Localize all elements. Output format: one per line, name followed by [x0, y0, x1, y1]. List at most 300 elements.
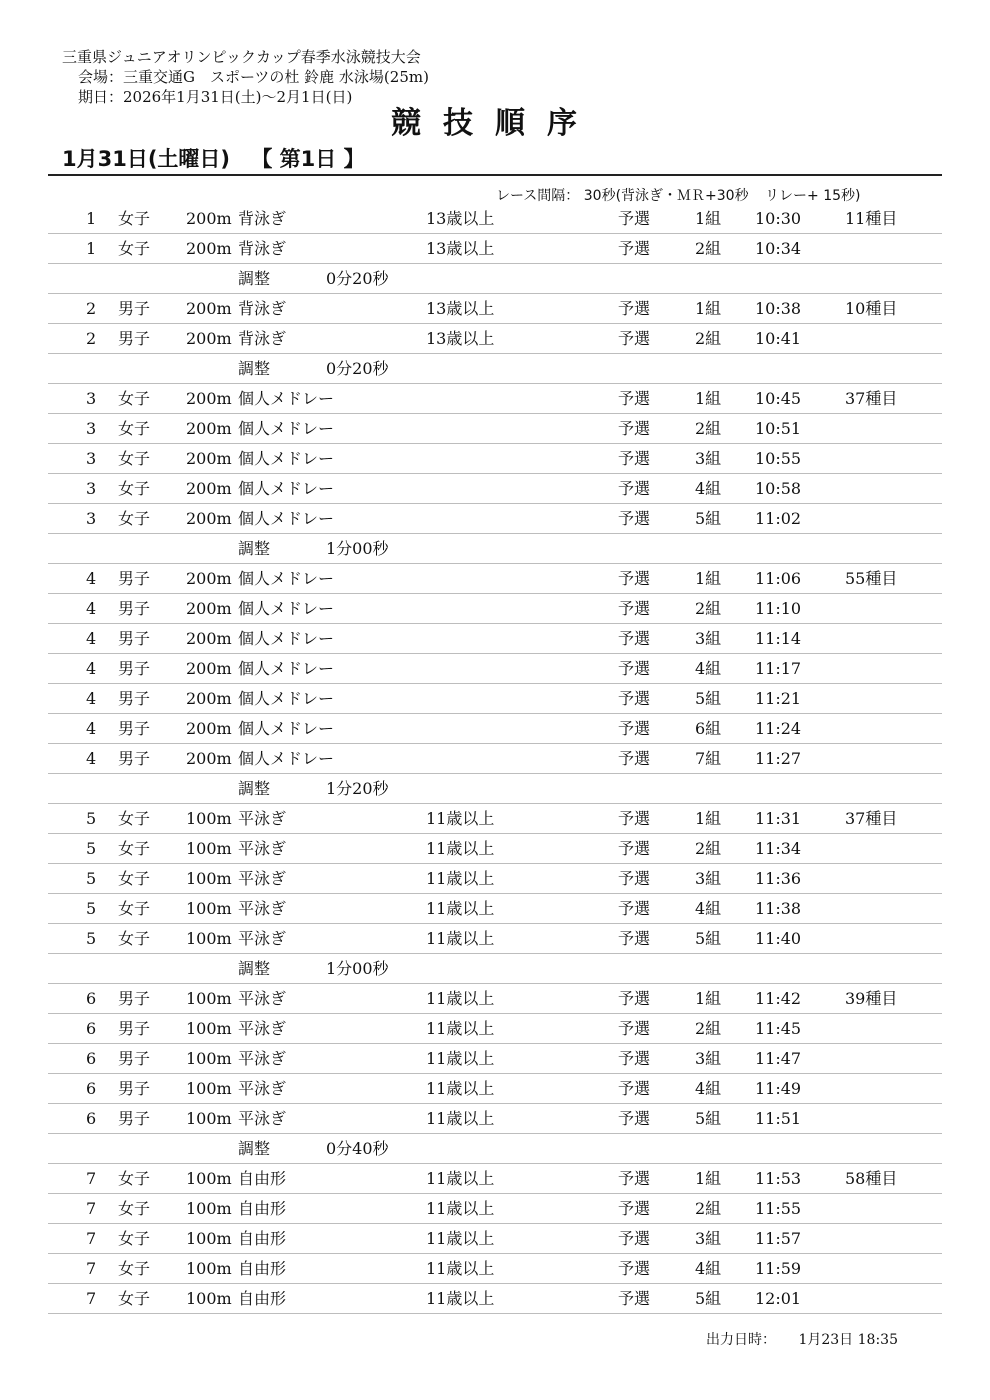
stroke: 背泳ぎ	[238, 209, 287, 228]
age-group: 11歳以上	[426, 1049, 495, 1068]
table-row	[48, 294, 942, 324]
table-row	[48, 1224, 942, 1254]
start-time: 11:36	[755, 869, 802, 888]
gender: 男子	[118, 299, 151, 318]
round: 予選	[618, 479, 651, 498]
heat: 5組	[695, 929, 722, 948]
round: 予選	[618, 659, 651, 678]
period-line: 期日：2026年1月31日(土)～2月1日(日)	[78, 88, 353, 106]
stroke: 個人メドレー	[238, 449, 335, 468]
round: 予選	[618, 1199, 651, 1218]
age-group: 11歳以上	[426, 989, 495, 1008]
heat: 3組	[695, 629, 722, 648]
event-number: 1	[86, 209, 97, 228]
gender: 男子	[118, 1109, 151, 1128]
adjustment-row	[48, 774, 942, 804]
round: 予選	[618, 599, 651, 618]
table-row	[48, 804, 942, 834]
age-group: 11歳以上	[426, 1259, 495, 1278]
gender: 女子	[118, 389, 151, 408]
start-time: 10:41	[755, 329, 802, 348]
gender: 男子	[118, 689, 151, 708]
day-date: 1月31日(土曜日)	[62, 147, 231, 171]
gender: 女子	[118, 1259, 151, 1278]
event-number: 7	[86, 1199, 97, 1218]
stroke: 平泳ぎ	[238, 929, 287, 948]
heat: 5組	[695, 689, 722, 708]
age-group: 11歳以上	[426, 929, 495, 948]
heat: 2組	[695, 239, 722, 258]
heat: 3組	[695, 449, 722, 468]
adjustment-row	[48, 534, 942, 564]
stroke: 個人メドレー	[238, 719, 335, 738]
stroke: 背泳ぎ	[238, 239, 287, 258]
table-row	[48, 834, 942, 864]
table-row	[48, 444, 942, 474]
start-time: 11:57	[755, 1229, 802, 1248]
gender: 女子	[118, 1199, 151, 1218]
start-time: 11:42	[755, 989, 802, 1008]
event-count: 58種目	[845, 1169, 898, 1188]
gender: 男子	[118, 719, 151, 738]
round: 予選	[618, 1019, 651, 1038]
start-time: 10:58	[755, 479, 802, 498]
heat: 1組	[695, 569, 722, 588]
distance: 100m	[186, 1019, 232, 1038]
event-number: 4	[86, 629, 97, 648]
heat: 1組	[695, 209, 722, 228]
output-timestamp-label: 出力日時：	[706, 1332, 776, 1348]
adjustment-label: 調整	[238, 1139, 271, 1158]
gender: 女子	[118, 239, 151, 258]
event-number: 4	[86, 599, 97, 618]
gender: 女子	[118, 809, 151, 828]
distance: 100m	[186, 899, 232, 918]
schedule-table	[48, 204, 942, 1314]
race-interval-relay: リレー+ 15秒)	[765, 188, 861, 204]
age-group: 11歳以上	[426, 1079, 495, 1098]
stroke: 自由形	[238, 1259, 287, 1278]
adjustment-label: 調整	[238, 959, 271, 978]
adjustment-time: 0分20秒	[326, 359, 389, 378]
round: 予選	[618, 239, 651, 258]
gender: 男子	[118, 1079, 151, 1098]
distance: 100m	[186, 1109, 232, 1128]
gender: 女子	[118, 1229, 151, 1248]
stroke: 平泳ぎ	[238, 1079, 287, 1098]
event-count: 10種目	[845, 299, 898, 318]
distance: 200m	[186, 479, 232, 498]
event-number: 3	[86, 509, 97, 528]
table-row	[48, 324, 942, 354]
heat: 3組	[695, 869, 722, 888]
heat: 4組	[695, 479, 722, 498]
table-row	[48, 564, 942, 594]
age-group: 13歳以上	[426, 209, 495, 228]
heat: 2組	[695, 1199, 722, 1218]
adjustment-row	[48, 1134, 942, 1164]
start-time: 11:06	[755, 569, 802, 588]
meet-title: 三重県ジュニアオリンピックカップ春季水泳競技大会	[62, 48, 421, 66]
age-group: 11歳以上	[426, 869, 495, 888]
gender: 男子	[118, 1049, 151, 1068]
age-group: 13歳以上	[426, 299, 495, 318]
gender: 男子	[118, 629, 151, 648]
start-time: 10:55	[755, 449, 802, 468]
distance: 100m	[186, 1259, 232, 1278]
distance: 100m	[186, 839, 232, 858]
heat: 4組	[695, 659, 722, 678]
table-row	[48, 1014, 942, 1044]
age-group: 11歳以上	[426, 1169, 495, 1188]
stroke: 平泳ぎ	[238, 899, 287, 918]
day-number: 【 第1日 】	[251, 147, 365, 171]
event-number: 7	[86, 1169, 97, 1188]
adjustment-label: 調整	[238, 539, 271, 558]
start-time: 11:17	[755, 659, 802, 678]
round: 予選	[618, 989, 651, 1008]
round: 予選	[618, 329, 651, 348]
round: 予選	[618, 389, 651, 408]
gender: 女子	[118, 449, 151, 468]
start-time: 11:10	[755, 599, 802, 618]
event-number: 5	[86, 839, 97, 858]
event-count: 37種目	[845, 389, 898, 408]
event-number: 6	[86, 1049, 97, 1068]
event-number: 5	[86, 809, 97, 828]
heat: 1組	[695, 1169, 722, 1188]
stroke: 自由形	[238, 1169, 287, 1188]
distance: 200m	[186, 599, 232, 618]
table-row	[48, 1194, 942, 1224]
start-time: 11:02	[755, 509, 802, 528]
age-group: 11歳以上	[426, 1019, 495, 1038]
table-row	[48, 1284, 942, 1314]
gender: 女子	[118, 479, 151, 498]
round: 予選	[618, 1229, 651, 1248]
distance: 200m	[186, 749, 232, 768]
start-time: 11:34	[755, 839, 802, 858]
heat: 4組	[695, 1079, 722, 1098]
stroke: 平泳ぎ	[238, 809, 287, 828]
distance: 200m	[186, 209, 232, 228]
table-row	[48, 864, 942, 894]
distance: 200m	[186, 629, 232, 648]
age-group: 11歳以上	[426, 1229, 495, 1248]
age-group: 11歳以上	[426, 809, 495, 828]
heat: 2組	[695, 419, 722, 438]
heat: 3組	[695, 1229, 722, 1248]
round: 予選	[618, 929, 651, 948]
table-row	[48, 624, 942, 654]
stroke: 平泳ぎ	[238, 1049, 287, 1068]
event-number: 4	[86, 569, 97, 588]
heat: 6組	[695, 719, 722, 738]
output-timestamp-value: 1月23日 18:35	[798, 1332, 898, 1348]
start-time: 11:49	[755, 1079, 802, 1098]
stroke: 平泳ぎ	[238, 989, 287, 1008]
distance: 200m	[186, 419, 232, 438]
distance: 100m	[186, 929, 232, 948]
adjustment-label: 調整	[238, 269, 271, 288]
event-number: 6	[86, 1019, 97, 1038]
start-time: 10:45	[755, 389, 802, 408]
age-group: 11歳以上	[426, 1199, 495, 1218]
gender: 男子	[118, 659, 151, 678]
round: 予選	[618, 299, 651, 318]
race-interval-value: 30秒(背泳ぎ・ＭＲ+30秒	[583, 188, 749, 204]
age-group: 11歳以上	[426, 1289, 495, 1308]
distance: 200m	[186, 389, 232, 408]
round: 予選	[618, 419, 651, 438]
start-time: 11:47	[755, 1049, 802, 1068]
age-group: 11歳以上	[426, 899, 495, 918]
heat: 2組	[695, 599, 722, 618]
table-row	[48, 894, 942, 924]
table-row	[48, 1104, 942, 1134]
table-row	[48, 714, 942, 744]
table-row	[48, 984, 942, 1014]
event-number: 4	[86, 689, 97, 708]
age-group: 11歳以上	[426, 1109, 495, 1128]
gender: 女子	[118, 419, 151, 438]
event-number: 5	[86, 899, 97, 918]
round: 予選	[618, 1049, 651, 1068]
event-number: 2	[86, 299, 97, 318]
heat: 5組	[695, 509, 722, 528]
gender: 女子	[118, 1289, 151, 1308]
event-count: 11種目	[845, 209, 898, 228]
stroke: 個人メドレー	[238, 599, 335, 618]
table-row	[48, 924, 942, 954]
gender: 女子	[118, 899, 151, 918]
gender: 男子	[118, 1019, 151, 1038]
gender: 男子	[118, 599, 151, 618]
adjustment-time: 1分20秒	[326, 779, 389, 798]
table-row	[48, 234, 942, 264]
stroke: 個人メドレー	[238, 689, 335, 708]
distance: 100m	[186, 1049, 232, 1068]
table-row	[48, 414, 942, 444]
stroke: 平泳ぎ	[238, 1019, 287, 1038]
stroke: 背泳ぎ	[238, 329, 287, 348]
table-row	[48, 504, 942, 534]
round: 予選	[618, 869, 651, 888]
table-row	[48, 594, 942, 624]
round: 予選	[618, 1079, 651, 1098]
stroke: 平泳ぎ	[238, 869, 287, 888]
start-time: 11:45	[755, 1019, 802, 1038]
start-time: 11:21	[755, 689, 802, 708]
gender: 男子	[118, 989, 151, 1008]
gender: 女子	[118, 929, 151, 948]
heat: 2組	[695, 839, 722, 858]
round: 予選	[618, 689, 651, 708]
stroke: 個人メドレー	[238, 419, 335, 438]
start-time: 11:14	[755, 629, 802, 648]
round: 予選	[618, 629, 651, 648]
event-number: 7	[86, 1229, 97, 1248]
event-number: 4	[86, 749, 97, 768]
start-time: 11:38	[755, 899, 802, 918]
distance: 100m	[186, 1079, 232, 1098]
gender: 女子	[118, 869, 151, 888]
table-row	[48, 744, 942, 774]
heat: 1組	[695, 809, 722, 828]
distance: 200m	[186, 569, 232, 588]
stroke: 個人メドレー	[238, 389, 335, 408]
heat: 4組	[695, 899, 722, 918]
event-number: 7	[86, 1289, 97, 1308]
document-title: 競技順序	[391, 106, 599, 141]
distance: 200m	[186, 509, 232, 528]
stroke: 平泳ぎ	[238, 839, 287, 858]
output-timestamp	[706, 1330, 898, 1350]
race-interval-label: レース間隔：	[496, 188, 580, 204]
heat: 5組	[695, 1109, 722, 1128]
adjustment-time: 1分00秒	[326, 539, 389, 558]
age-group: 13歳以上	[426, 329, 495, 348]
event-number: 2	[86, 329, 97, 348]
table-row	[48, 684, 942, 714]
age-group: 13歳以上	[426, 239, 495, 258]
start-time: 11:59	[755, 1259, 802, 1278]
heat: 2組	[695, 1019, 722, 1038]
race-interval	[496, 186, 861, 206]
table-row	[48, 384, 942, 414]
distance: 200m	[186, 689, 232, 708]
round: 予選	[618, 1109, 651, 1128]
event-number: 3	[86, 419, 97, 438]
distance: 200m	[186, 239, 232, 258]
adjustment-label: 調整	[238, 359, 271, 378]
table-row	[48, 1044, 942, 1074]
stroke: 個人メドレー	[238, 629, 335, 648]
stroke: 背泳ぎ	[238, 299, 287, 318]
gender: 女子	[118, 1169, 151, 1188]
start-time: 11:53	[755, 1169, 802, 1188]
gender: 男子	[118, 749, 151, 768]
adjustment-row	[48, 264, 942, 294]
heat: 4組	[695, 1259, 722, 1278]
stroke: 自由形	[238, 1199, 287, 1218]
event-number: 6	[86, 1109, 97, 1128]
distance: 200m	[186, 329, 232, 348]
table-row	[48, 204, 942, 234]
gender: 男子	[118, 329, 151, 348]
round: 予選	[618, 569, 651, 588]
adjustment-row	[48, 954, 942, 984]
gender: 女子	[118, 209, 151, 228]
stroke: 個人メドレー	[238, 569, 335, 588]
start-time: 10:30	[755, 209, 802, 228]
event-count: 55種目	[845, 569, 898, 588]
round: 予選	[618, 1289, 651, 1308]
stroke: 自由形	[238, 1289, 287, 1308]
heat: 2組	[695, 329, 722, 348]
stroke: 個人メドレー	[238, 509, 335, 528]
heat: 5組	[695, 1289, 722, 1308]
stroke: 個人メドレー	[238, 479, 335, 498]
event-number: 3	[86, 479, 97, 498]
adjustment-time: 1分00秒	[326, 959, 389, 978]
adjustment-label: 調整	[238, 779, 271, 798]
distance: 200m	[186, 449, 232, 468]
heat: 7組	[695, 749, 722, 768]
table-row	[48, 1074, 942, 1104]
adjustment-time: 0分40秒	[326, 1139, 389, 1158]
round: 予選	[618, 839, 651, 858]
start-time: 11:55	[755, 1199, 802, 1218]
round: 予選	[618, 209, 651, 228]
stroke: 自由形	[238, 1229, 287, 1248]
gender: 女子	[118, 839, 151, 858]
round: 予選	[618, 809, 651, 828]
round: 予選	[618, 749, 651, 768]
distance: 100m	[186, 809, 232, 828]
adjustment-time: 0分20秒	[326, 269, 389, 288]
age-group: 11歳以上	[426, 839, 495, 858]
venue-line: 会場：三重交通G スポーツの杜 鈴鹿 水泳場(25m)	[78, 68, 429, 86]
round: 予選	[618, 1259, 651, 1278]
table-row	[48, 654, 942, 684]
distance: 200m	[186, 719, 232, 738]
event-number: 1	[86, 239, 97, 258]
header-rule	[48, 174, 942, 176]
event-number: 4	[86, 659, 97, 678]
round: 予選	[618, 509, 651, 528]
day-heading	[62, 145, 379, 173]
distance: 100m	[186, 1289, 232, 1308]
stroke: 個人メドレー	[238, 659, 335, 678]
start-time: 11:31	[755, 809, 802, 828]
start-time: 11:24	[755, 719, 802, 738]
distance: 200m	[186, 299, 232, 318]
distance: 100m	[186, 869, 232, 888]
start-time: 11:27	[755, 749, 802, 768]
round: 予選	[618, 1169, 651, 1188]
event-number: 6	[86, 989, 97, 1008]
round: 予選	[618, 449, 651, 468]
round: 予選	[618, 719, 651, 738]
round: 予選	[618, 899, 651, 918]
event-number: 7	[86, 1259, 97, 1278]
adjustment-row	[48, 354, 942, 384]
heat: 1組	[695, 989, 722, 1008]
table-row	[48, 474, 942, 504]
table-row	[48, 1164, 942, 1194]
heat: 3組	[695, 1049, 722, 1068]
event-count: 39種目	[845, 989, 898, 1008]
distance: 200m	[186, 659, 232, 678]
table-row	[48, 1254, 942, 1284]
start-time: 12:01	[755, 1289, 802, 1308]
gender: 男子	[118, 569, 151, 588]
heat: 1組	[695, 389, 722, 408]
event-number: 3	[86, 449, 97, 468]
start-time: 10:51	[755, 419, 802, 438]
stroke: 平泳ぎ	[238, 1109, 287, 1128]
start-time: 10:38	[755, 299, 802, 318]
distance: 100m	[186, 989, 232, 1008]
distance: 100m	[186, 1229, 232, 1248]
gender: 女子	[118, 509, 151, 528]
start-time: 11:40	[755, 929, 802, 948]
distance: 100m	[186, 1169, 232, 1188]
event-number: 3	[86, 389, 97, 408]
event-count: 37種目	[845, 809, 898, 828]
heat: 1組	[695, 299, 722, 318]
